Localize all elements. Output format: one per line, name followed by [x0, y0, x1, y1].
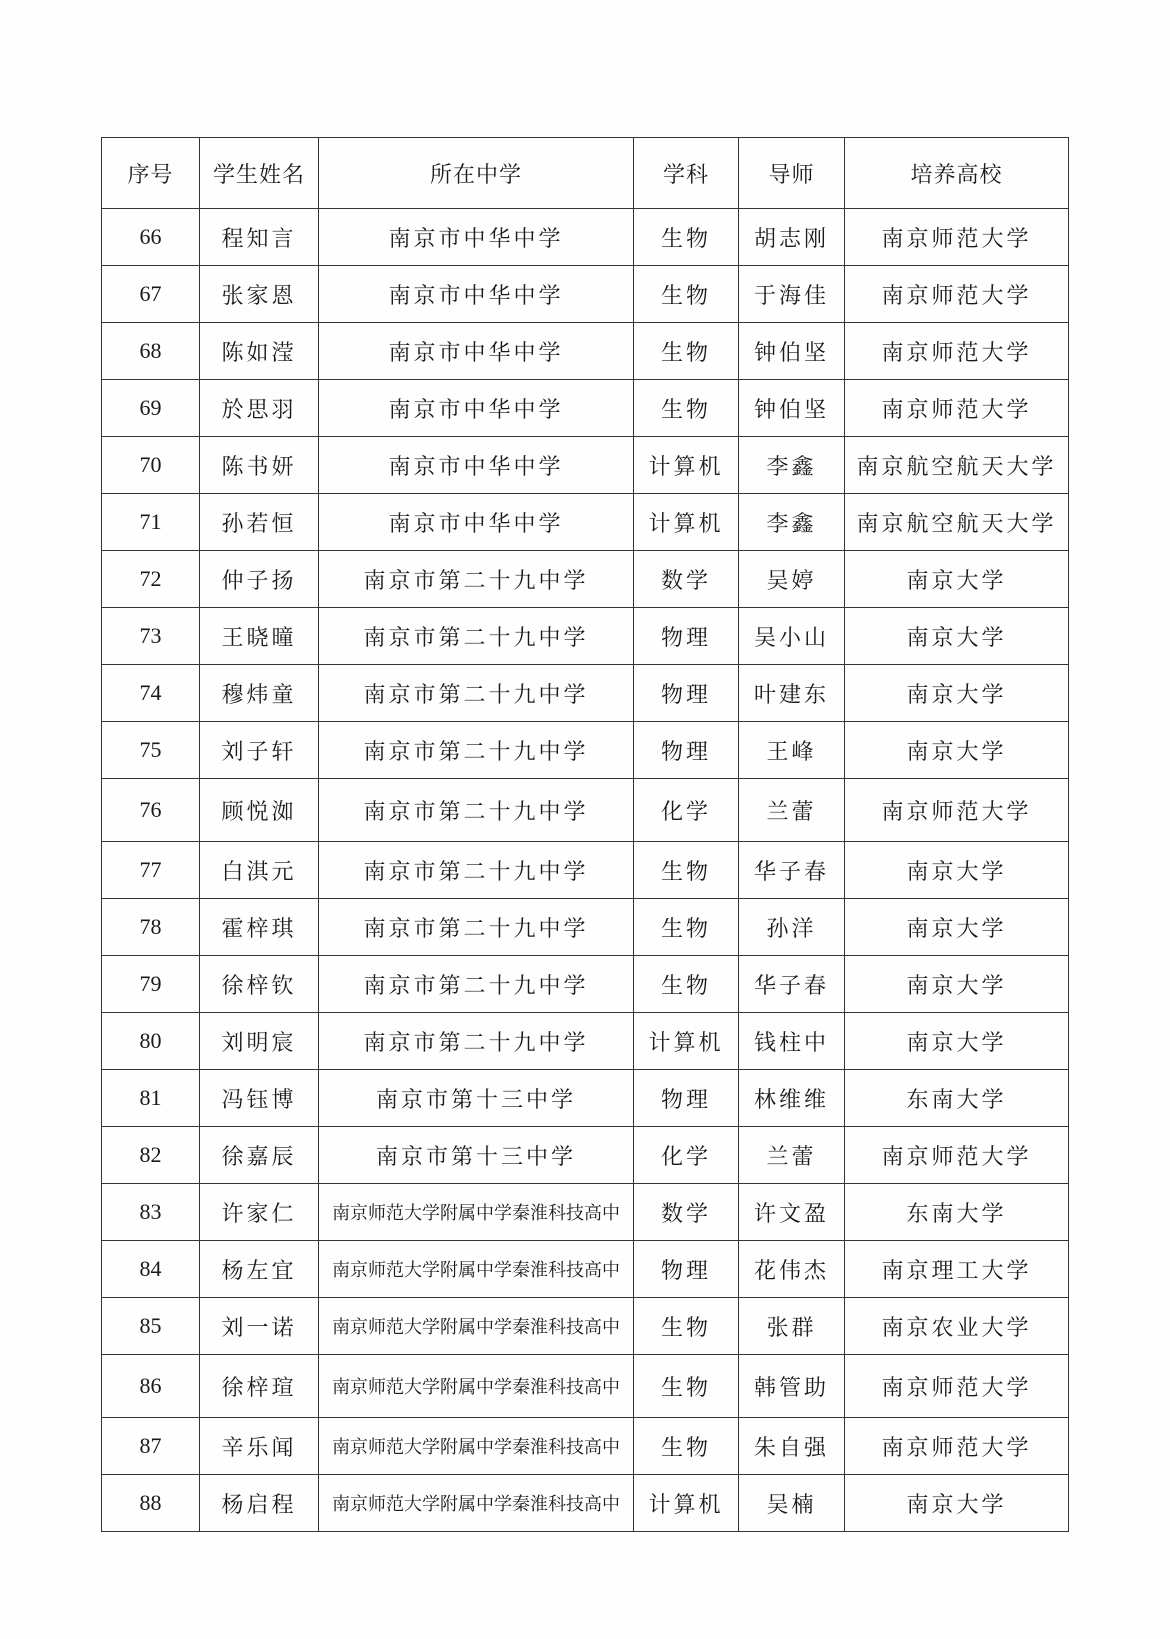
cell-mentor: 吴楠: [739, 1475, 845, 1532]
cell-subject: 数学: [634, 1184, 739, 1241]
table-row: [102, 266, 1069, 323]
cell-index: 72: [102, 551, 200, 608]
cell-student-name: 辛乐闻: [200, 1418, 319, 1475]
cell-subject: 物理: [634, 1241, 739, 1298]
cell-index: 79: [102, 956, 200, 1013]
cell-index: 77: [102, 842, 200, 899]
cell-school: 南京师范大学附属中学秦淮科技高中: [319, 1298, 634, 1355]
cell-mentor: 兰蕾: [739, 1127, 845, 1184]
cell-university: 东南大学: [845, 1184, 1069, 1241]
table-row: [102, 722, 1069, 779]
cell-school: 南京市第二十九中学: [319, 1013, 634, 1070]
cell-index: 82: [102, 1127, 200, 1184]
cell-university: 南京师范大学: [845, 380, 1069, 437]
cell-university: 南京大学: [845, 842, 1069, 899]
cell-mentor: 王峰: [739, 722, 845, 779]
cell-school: 南京市中华中学: [319, 323, 634, 380]
cell-student-name: 冯钰博: [200, 1070, 319, 1127]
cell-student-name: 杨启程: [200, 1475, 319, 1532]
cell-university: 南京师范大学: [845, 209, 1069, 266]
cell-subject: 物理: [634, 665, 739, 722]
table-row: [102, 665, 1069, 722]
cell-subject: 生物: [634, 842, 739, 899]
cell-subject: 物理: [634, 1070, 739, 1127]
cell-mentor: 吴小山: [739, 608, 845, 665]
cell-student-name: 徐嘉辰: [200, 1127, 319, 1184]
cell-index: 74: [102, 665, 200, 722]
cell-subject: 计算机: [634, 1013, 739, 1070]
cell-university: 南京师范大学: [845, 266, 1069, 323]
cell-university: 南京大学: [845, 722, 1069, 779]
cell-university: 南京师范大学: [845, 1418, 1069, 1475]
cell-mentor: 张群: [739, 1298, 845, 1355]
cell-index: 84: [102, 1241, 200, 1298]
table-row: [102, 1184, 1069, 1241]
cell-mentor: 胡志刚: [739, 209, 845, 266]
cell-student-name: 刘明宸: [200, 1013, 319, 1070]
student-roster-table: [101, 137, 1069, 1532]
cell-mentor: 林维维: [739, 1070, 845, 1127]
cell-index: 68: [102, 323, 200, 380]
cell-student-name: 徐梓钦: [200, 956, 319, 1013]
cell-mentor: 华子春: [739, 956, 845, 1013]
header-school: 所在中学: [319, 138, 634, 209]
table-row: [102, 842, 1069, 899]
header-index: 序号: [102, 138, 200, 209]
table-row: [102, 1475, 1069, 1532]
cell-student-name: 於思羽: [200, 380, 319, 437]
cell-school: 南京市第二十九中学: [319, 608, 634, 665]
cell-student-name: 徐梓瑄: [200, 1355, 319, 1418]
cell-university: 南京大学: [845, 956, 1069, 1013]
cell-school: 南京市第十三中学: [319, 1127, 634, 1184]
cell-subject: 生物: [634, 1298, 739, 1355]
cell-university: 南京大学: [845, 551, 1069, 608]
cell-index: 76: [102, 779, 200, 842]
cell-school: 南京市中华中学: [319, 437, 634, 494]
table-row: [102, 380, 1069, 437]
table-row: [102, 1013, 1069, 1070]
cell-mentor: 韩管助: [739, 1355, 845, 1418]
table-row: [102, 551, 1069, 608]
cell-subject: 生物: [634, 323, 739, 380]
table-row: [102, 209, 1069, 266]
cell-school: 南京市第二十九中学: [319, 722, 634, 779]
cell-index: 81: [102, 1070, 200, 1127]
cell-index: 67: [102, 266, 200, 323]
cell-student-name: 孙若恒: [200, 494, 319, 551]
header-mentor: 导师: [739, 138, 845, 209]
cell-university: 南京师范大学: [845, 323, 1069, 380]
cell-subject: 生物: [634, 380, 739, 437]
cell-mentor: 花伟杰: [739, 1241, 845, 1298]
cell-school: 南京市中华中学: [319, 380, 634, 437]
cell-student-name: 刘子轩: [200, 722, 319, 779]
cell-mentor: 李鑫: [739, 494, 845, 551]
cell-student-name: 程知言: [200, 209, 319, 266]
cell-school: 南京师范大学附属中学秦淮科技高中: [319, 1418, 634, 1475]
cell-school: 南京市第十三中学: [319, 1070, 634, 1127]
cell-index: 73: [102, 608, 200, 665]
cell-subject: 计算机: [634, 494, 739, 551]
cell-university: 南京大学: [845, 1013, 1069, 1070]
table-row: [102, 1127, 1069, 1184]
header-subject: 学科: [634, 138, 739, 209]
cell-index: 86: [102, 1355, 200, 1418]
cell-index: 85: [102, 1298, 200, 1355]
cell-subject: 化学: [634, 779, 739, 842]
cell-mentor: 李鑫: [739, 437, 845, 494]
cell-school: 南京师范大学附属中学秦淮科技高中: [319, 1241, 634, 1298]
cell-subject: 化学: [634, 1127, 739, 1184]
cell-school: 南京市第二十九中学: [319, 665, 634, 722]
table-row: [102, 437, 1069, 494]
table-row: [102, 1355, 1069, 1418]
cell-index: 71: [102, 494, 200, 551]
cell-student-name: 王晓曈: [200, 608, 319, 665]
cell-school: 南京市中华中学: [319, 494, 634, 551]
cell-university: 南京航空航天大学: [845, 437, 1069, 494]
header-student-name: 学生姓名: [200, 138, 319, 209]
cell-subject: 物理: [634, 722, 739, 779]
cell-university: 南京理工大学: [845, 1241, 1069, 1298]
cell-student-name: 陈书妍: [200, 437, 319, 494]
cell-subject: 数学: [634, 551, 739, 608]
cell-index: 87: [102, 1418, 200, 1475]
cell-university: 南京农业大学: [845, 1298, 1069, 1355]
cell-student-name: 许家仁: [200, 1184, 319, 1241]
table-row: [102, 1241, 1069, 1298]
table-row: [102, 1418, 1069, 1475]
table-row: [102, 608, 1069, 665]
cell-university: 南京航空航天大学: [845, 494, 1069, 551]
table-row: [102, 323, 1069, 380]
cell-university: 南京大学: [845, 665, 1069, 722]
cell-index: 80: [102, 1013, 200, 1070]
cell-mentor: 钟伯坚: [739, 380, 845, 437]
cell-subject: 生物: [634, 209, 739, 266]
table-header: [102, 138, 1069, 209]
cell-mentor: 吴婷: [739, 551, 845, 608]
cell-mentor: 华子春: [739, 842, 845, 899]
table-body: [102, 209, 1069, 1532]
cell-student-name: 白淇元: [200, 842, 319, 899]
cell-mentor: 兰蕾: [739, 779, 845, 842]
cell-student-name: 霍梓琪: [200, 899, 319, 956]
cell-school: 南京市第二十九中学: [319, 956, 634, 1013]
cell-university: 南京师范大学: [845, 1127, 1069, 1184]
cell-index: 83: [102, 1184, 200, 1241]
cell-index: 66: [102, 209, 200, 266]
cell-school: 南京市中华中学: [319, 209, 634, 266]
table-row: [102, 779, 1069, 842]
cell-index: 70: [102, 437, 200, 494]
cell-school: 南京市第二十九中学: [319, 899, 634, 956]
table-row: [102, 494, 1069, 551]
header-university: 培养高校: [845, 138, 1069, 209]
cell-university: 南京师范大学: [845, 1355, 1069, 1418]
table-row: [102, 1298, 1069, 1355]
cell-subject: 生物: [634, 956, 739, 1013]
table-row: [102, 956, 1069, 1013]
cell-mentor: 孙洋: [739, 899, 845, 956]
cell-university: 南京大学: [845, 899, 1069, 956]
header-row: [102, 138, 1069, 209]
cell-subject: 生物: [634, 1418, 739, 1475]
cell-school: 南京师范大学附属中学秦淮科技高中: [319, 1184, 634, 1241]
cell-subject: 生物: [634, 899, 739, 956]
cell-index: 78: [102, 899, 200, 956]
cell-index: 69: [102, 380, 200, 437]
table-row: [102, 899, 1069, 956]
cell-school: 南京市中华中学: [319, 266, 634, 323]
cell-school: 南京市第二十九中学: [319, 842, 634, 899]
cell-subject: 物理: [634, 608, 739, 665]
cell-student-name: 刘一诺: [200, 1298, 319, 1355]
cell-subject: 计算机: [634, 1475, 739, 1532]
cell-subject: 生物: [634, 266, 739, 323]
cell-mentor: 于海佳: [739, 266, 845, 323]
cell-subject: 计算机: [634, 437, 739, 494]
cell-subject: 生物: [634, 1355, 739, 1418]
cell-student-name: 穆炜童: [200, 665, 319, 722]
cell-mentor: 朱自强: [739, 1418, 845, 1475]
cell-school: 南京师范大学附属中学秦淮科技高中: [319, 1355, 634, 1418]
cell-mentor: 许文盈: [739, 1184, 845, 1241]
cell-school: 南京市第二十九中学: [319, 779, 634, 842]
cell-mentor: 叶建东: [739, 665, 845, 722]
cell-mentor: 钱柱中: [739, 1013, 845, 1070]
cell-mentor: 钟伯坚: [739, 323, 845, 380]
cell-student-name: 杨左宜: [200, 1241, 319, 1298]
cell-student-name: 张家恩: [200, 266, 319, 323]
cell-university: 南京大学: [845, 1475, 1069, 1532]
cell-index: 75: [102, 722, 200, 779]
cell-student-name: 顾悦洳: [200, 779, 319, 842]
cell-student-name: 陈如滢: [200, 323, 319, 380]
cell-index: 88: [102, 1475, 200, 1532]
table-row: [102, 1070, 1069, 1127]
cell-student-name: 仲子扬: [200, 551, 319, 608]
cell-university: 南京师范大学: [845, 779, 1069, 842]
cell-school: 南京师范大学附属中学秦淮科技高中: [319, 1475, 634, 1532]
cell-school: 南京市第二十九中学: [319, 551, 634, 608]
cell-university: 南京大学: [845, 608, 1069, 665]
cell-university: 东南大学: [845, 1070, 1069, 1127]
